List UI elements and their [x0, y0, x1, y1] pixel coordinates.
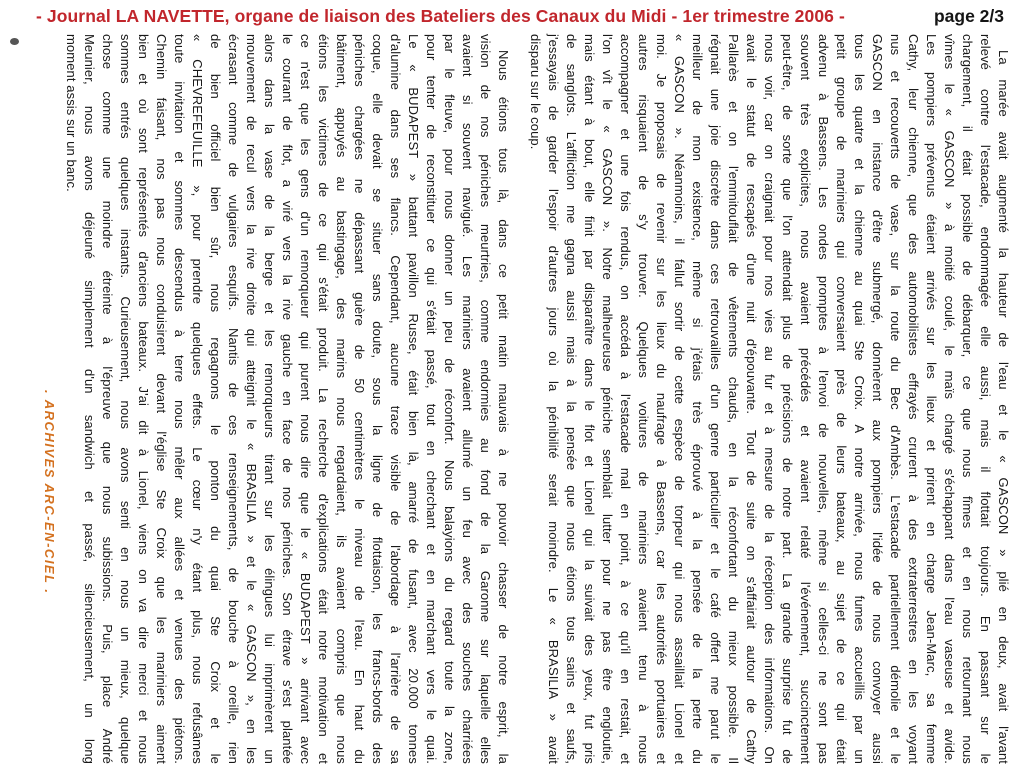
- text-line: chose comme une moindre étreinte à l'épreuve que nous subissions. Puis, place André: [100, 34, 115, 764]
- text-line: « GASCON ». Néanmoins, il fallut sortir de cette espèce de torpeur qui nous assaillait Lionel et: [672, 34, 687, 764]
- text-line: mouvement de recul vers la rive droite qui atteignit le « BRASILIA » et le « GASCON », en les: [244, 34, 259, 764]
- journal-header-title: - Journal LA NAVETTE, organe de liaison des Bateliers des Canaux du Midi - 1er trimestre 2006 -: [36, 6, 845, 26]
- text-line: de bien officiel bien sûr, nous regagnons le ponton du quai Ste Croix et le: [208, 34, 223, 764]
- paragraph-shipwreck-aftermath: [526, 34, 1012, 764]
- text-line: j'essayais de garder l'espoir d'autres jours où la pénibilité serait moindre. Le « BRASILIA » avait: [546, 34, 561, 764]
- rotated-article-body: [20, 34, 1012, 764]
- text-line: relevé contre l'estacade, endommagée elle aussi, mais il flottait toujours. En passant sur le: [978, 34, 993, 764]
- paragraph-morning-after: [62, 34, 512, 764]
- text-line: disparu sur le coup.: [528, 34, 543, 150]
- archive-signature: . ARCHIVES ARC-EN-CIEL .: [42, 390, 57, 595]
- text-line: « CHEVREFEUILLE », pour prendre quelques effets. Le cœur n'y étant plus, nous refusâmes: [190, 34, 205, 764]
- text-line: Nous étions tous là, dans ce petit matin mauvais à ne pouvoir chasser de notre esprit, la: [496, 50, 511, 764]
- text-line: régnait une joie discrète dans ces retrouvailles d'un genre particulier et le café offert me parut le: [708, 34, 723, 764]
- text-line: petit groupe de mariniers qui conversaient près de leurs bateaux, au sujet de ce qui était: [834, 34, 849, 764]
- text-line: accompagner et une fois rendus, on accéda à l'estacade mal en point, à ce qu'il en restait, et: [618, 34, 633, 764]
- text-line: vision de nos péniches meurtries, comme endormies au fond de la Garonne sur laquelle elles: [478, 34, 493, 764]
- text-line: par le fleuve, pour nous donner un peu de réconfort. Nous balayions du regard toute la zone,: [442, 34, 457, 764]
- text-line: moment assis sur un banc.: [64, 34, 79, 192]
- text-line: vîmes le « GASCON » à moitié coulé, le maïs chargé s'échappant dans l'eau vaseuse et avide.: [942, 34, 957, 764]
- text-line: étions les victimes de ce qui s'était produit. La recherche d'explications était notre motivation et: [316, 34, 331, 764]
- text-line: souvent très explicites, nous avaient précédés et avaient relaté l'événement, succinctement: [798, 34, 813, 764]
- text-line: bien et où sont représentés d'anciens bateaux. J'ai dit à Lionel, viens on va dire merci et nous: [136, 34, 151, 764]
- text-line: le courant de flot, a viré vers la rive gauche en face de nos péniches. Son étrave s'est plantée: [280, 34, 295, 764]
- text-line: autres risquaient de s'y trouver. Quelques voitures de mariniers avaient tenu à nous: [636, 34, 651, 764]
- text-line: nous voir, car on craignait pour nos vies au fur et à mesure de la réception des informations. On: [762, 34, 777, 764]
- text-line: La marée avait augmenté la hauteur de l'eau et le « GASCON » plié en deux, avait l'avant: [996, 50, 1011, 764]
- text-line: de sanglots. L'affliction me gagna aussi mais à la pensée que nous étions tous sains et saufs,: [564, 34, 579, 764]
- text-line: alors dans la vase de la berge et les remorqueurs tirant sur les élingues lui imprimèrent un: [262, 34, 277, 764]
- text-line: Chemin faisant, nos pas nous conduisirent devant l'église Ste Croix que les mariniers aiment: [154, 34, 169, 764]
- text-line: mais étant à bout, elle finit par disparaître dans le flot et Lionel qui la suivait des yeux, fut pris: [582, 34, 597, 764]
- text-line: écrasant comme de vulgaires esquifs. Nantis de ces renseignements, de bouche à oreille, rien: [226, 34, 241, 764]
- text-line: tous les quatre et la chienne au quai Ste Croix. A notre arrivée, nous fumes accueillis par un: [852, 34, 867, 764]
- text-line: Le « BUDAPEST » battant pavillon Russe, était bien là, amarré de fusant, avec 20.000 tonnes: [406, 34, 421, 764]
- scan-artifact: [10, 38, 19, 45]
- text-line: peut-être, de sorte que l'on attendait plus de précisions de notre part. La grande surprise fut de: [780, 34, 795, 764]
- page-header: [36, 6, 1004, 27]
- text-line: chargement, il était possible de débarquer, ce que nous fîmes et en nous retournant nous: [960, 34, 975, 764]
- text-line: meilleur de mon existence, même si j'étais très éprouvé à la pensée de la perte du: [690, 34, 705, 764]
- text-line: bâtiment, appuyés au bastingage, des marins nous regardaient, ils avaient compris que nous: [334, 34, 349, 764]
- text-line: avaient si souvent navigué. Les mariniers avaient allumé un feu avec des souches charriées: [460, 34, 475, 764]
- text-line: Cathy, leur chienne, que des automobilistes effrayés crurent à des extraterrestres en les voyant: [906, 34, 921, 764]
- text-line: pour tenter de reconstituer ce qui s'était passé, tout en cherchant et en marchant vers le quai.: [424, 34, 439, 764]
- text-line: coque, elle devait se situer sans doute, sous la ligne de flottaison, les francs-bords des: [370, 34, 385, 764]
- text-line: d'alumine dans ses flancs. Cependant, aucune trace visible de l'abordage à l'arrière de sa: [388, 34, 403, 764]
- text-line: Pallarès et on l'emmitouflait de vêtements chauds, en la réconfortant du mieux possible. Il: [726, 34, 741, 764]
- text-line: sommes entrés quelques instants. Curieusement, nous avons senti en nous un mieux, quelque: [118, 34, 133, 764]
- text-line: moi. Je proposais de revenir sur les lieux du naufrage à Bassens, car les autorités portuaires et: [654, 34, 669, 764]
- text-line: Les pompiers prévenus étaient arrivés sur les lieux et prirent en charge Jean-Marc, sa femme: [924, 34, 939, 764]
- text-line: nus et recouverts de vase, sur la route du Bec d'Ambès. L'estacade partiellement démolie et le: [888, 34, 903, 764]
- text-line: toute invitation et sommes descendus à terre nous mêler aux allées et venues des piétons.: [172, 34, 187, 764]
- text-line: avait le statut de rescapés d'une nuit d'épouvante. Tout de suite on s'affairait autour de Cathy: [744, 34, 759, 764]
- page-number: page 2/3: [933, 6, 1004, 26]
- text-line: Meunier, nous avons déjeuné simplement d'un sandwich et passé, silencieusement, un long: [82, 34, 97, 764]
- text-line: ce n'est que les gens d'un remorqueur qui purent nous dire que le « BUDAPEST » arrivant avec: [298, 34, 313, 764]
- text-line: GASCON en instance d'être submergé, donnèrent aux pompiers l'idée de nous convoyer aussi: [870, 34, 885, 764]
- text-line: advenu à Bassens. Les ondes promptes à l'envoi de nouvelles, même si celles-ci ne sont pas: [816, 34, 831, 764]
- text-line: péniches chargées ne dépassant guère de 50 centimètres le niveau de l'eau. En haut du: [352, 34, 367, 764]
- text-line: l'on vît le « GASCON ». Notre malheureuse péniche semblait lutter pour ne pas être engloutie,: [600, 34, 615, 764]
